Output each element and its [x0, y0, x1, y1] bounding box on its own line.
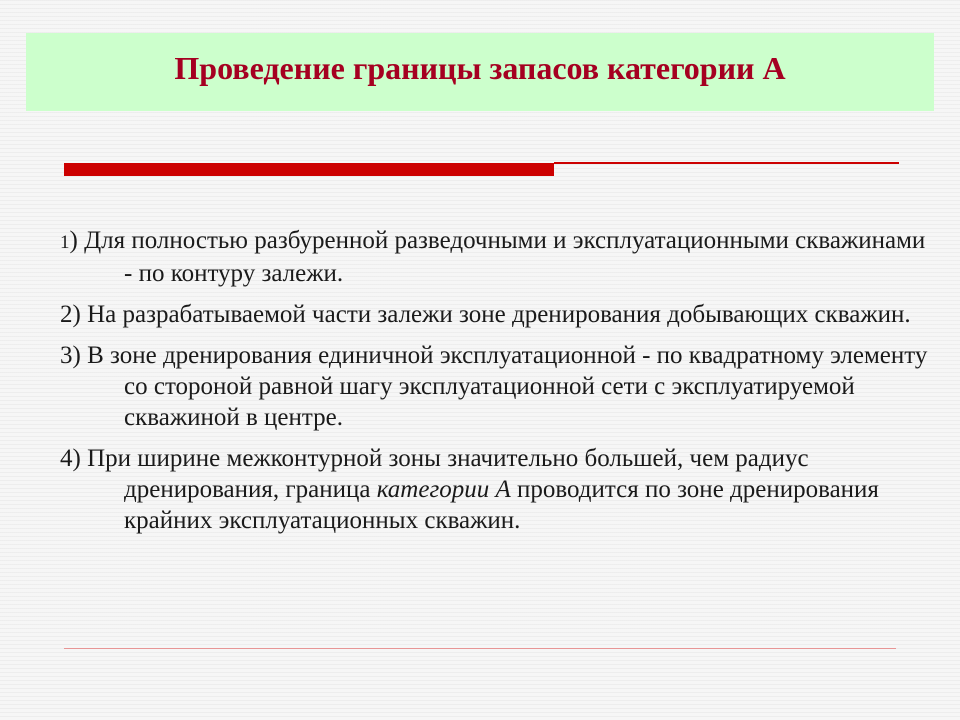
- item-number: 4): [60, 445, 81, 472]
- item-text: Для полностью разбуренной разведочными и эксплуатационными скважинами - по контуру залежи.: [77, 227, 926, 287]
- list-item-1: [60, 225, 930, 289]
- list-item-2: [60, 299, 930, 330]
- list-item-3: [60, 340, 930, 433]
- accent-rule-thick: [64, 163, 554, 176]
- item-number: 3): [60, 342, 81, 369]
- item-text: На разрабатываемой части залежи зоне дренирования добывающих скважин.: [80, 301, 911, 328]
- item-text: В зоне дренирования единичной эксплуатационной - по квадратному элементу со стороной равной шагу эксплуатационной сети с эксплуатируемой скважиной в центре.: [80, 342, 928, 431]
- footer-rule: [64, 648, 896, 649]
- title-banner: [26, 33, 934, 111]
- item-number-paren: ): [69, 227, 78, 254]
- page-title: Проведение границы запасов категории А: [174, 49, 786, 86]
- item-text: проводится по зоне дренирования крайних эксплуатационных скважин.: [124, 476, 879, 534]
- item-number: 2): [60, 301, 81, 328]
- item-text-emphasis: категории А: [376, 476, 511, 503]
- item-number: 1: [60, 232, 70, 253]
- list-item-4: [60, 443, 930, 536]
- item-text: При ширине межконтурной зоны значительно большей, чем радиус дренирования, граница: [80, 445, 809, 503]
- accent-rule-thin: [554, 162, 899, 164]
- content-list: [60, 225, 930, 546]
